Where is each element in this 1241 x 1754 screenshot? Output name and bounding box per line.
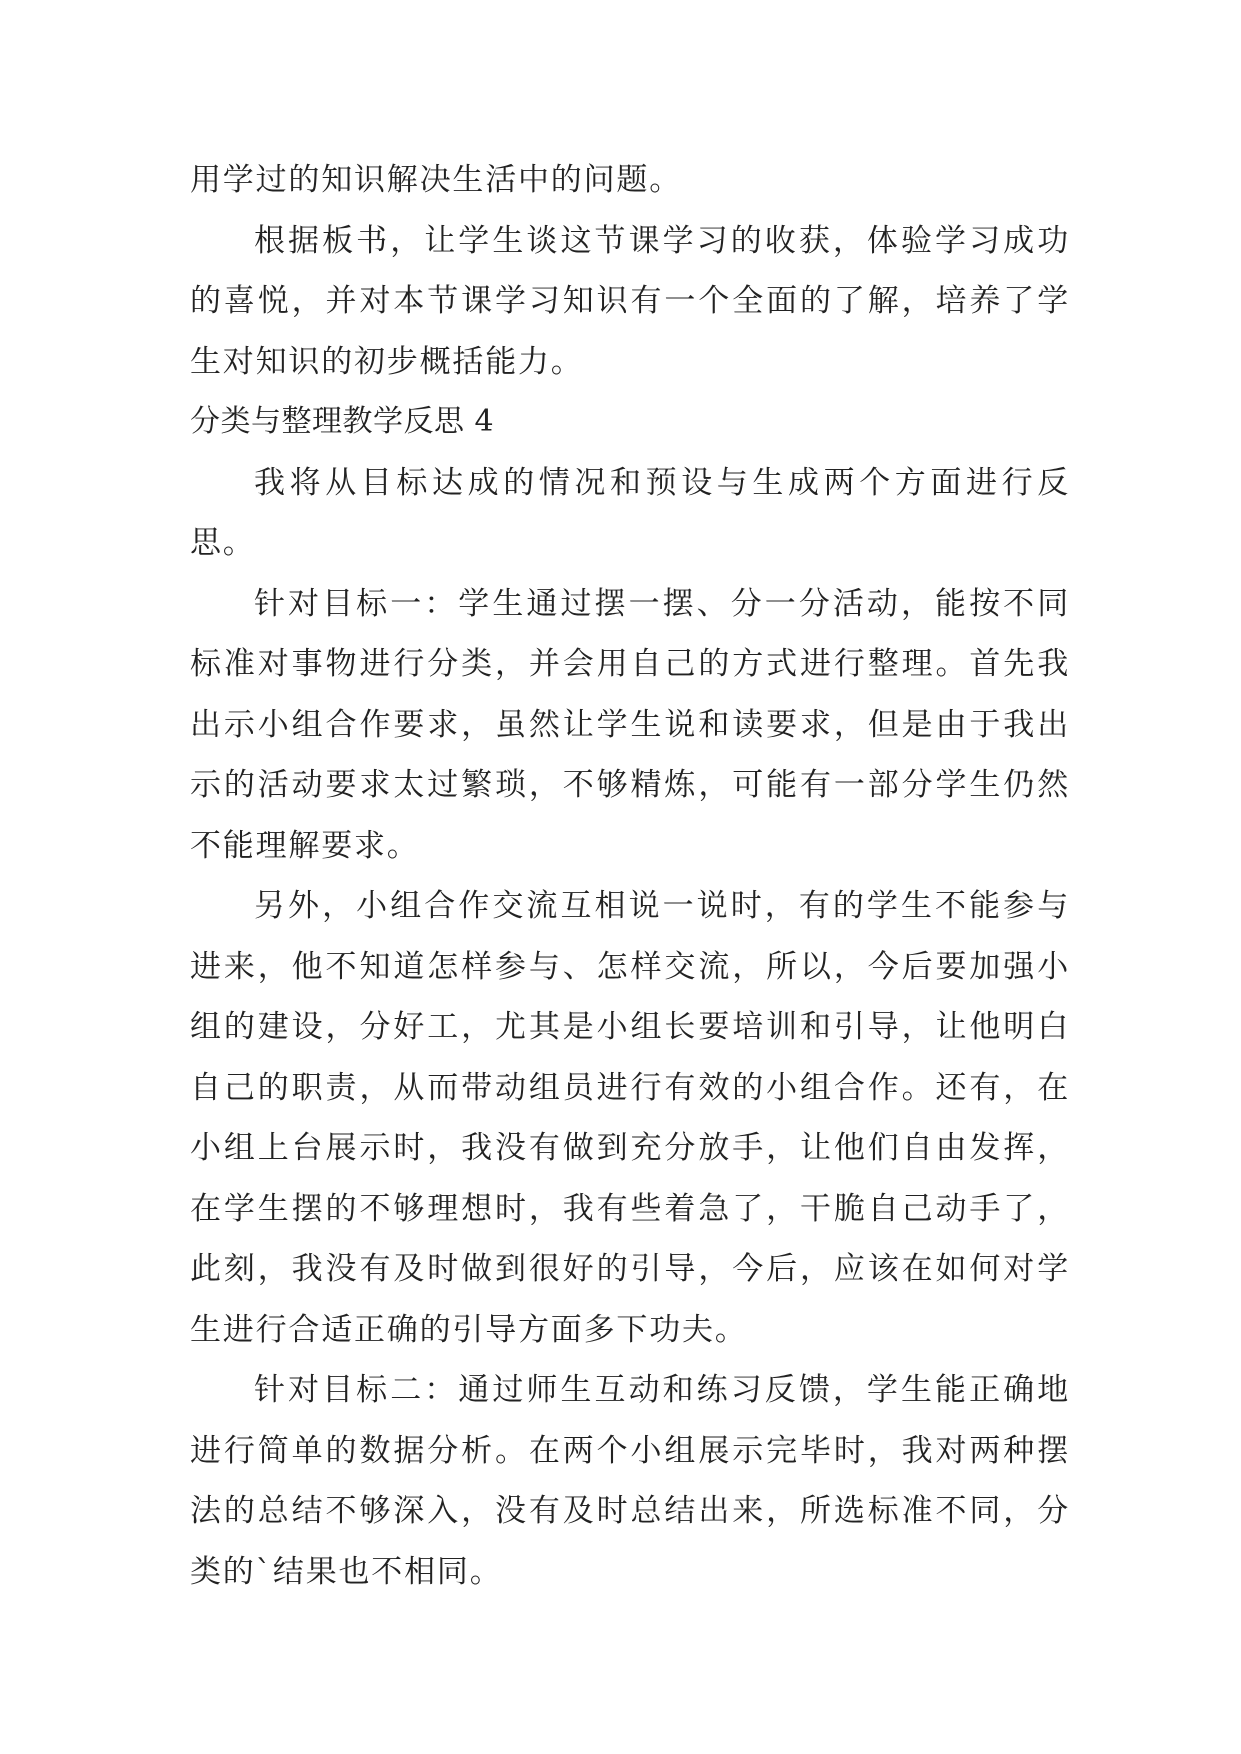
paragraph-goal-two: 针对目标二：通过师生互动和练习反馈，学生能正确地进行简单的数据分析。在两个小组展示完毕时，我对两种摆法的总结不够深入，没有及时总结出来，所选标准不同，分类的`结果也不相同。 <box>190 1372 1070 1590</box>
paragraph-board-summary: 根据板书，让学生谈这节课学习的收获，体验学习成功的喜悦，并对本节课学习知识有一个全面的了解，培养了学生对知识的初步概括能力。 <box>190 222 1070 380</box>
paragraph-continuation: 用学过的知识解决生活中的问题。 <box>190 162 682 198</box>
paragraph-intro: 我将从目标达成的情况和预设与生成两个方面进行反思。 <box>190 464 1070 561</box>
document-page <box>190 150 1070 1602</box>
paragraph-group-work: 另外，小组合作交流互相说一说时，有的学生不能参与进来，他不知道怎样参与、怎样交流，所以，今后要加强小组的建设，分好工，尤其是小组长要培训和引导，让他明白自己的职责，从而带动组员进行有效的小组合作。还有，在小组上台展示时，我没有做到充分放手，让他们自由发挥，在学生摆的不够理想时，我有些着急了，干脆自己动手了，此刻，我没有及时做到很好的引导，今后，应该在如何对学生进行合适正确的引导方面多下功夫。 <box>190 888 1070 1348</box>
paragraph-goal-one: 针对目标一：学生通过摆一摆、分一分活动，能按不同标准对事物进行分类，并会用自己的方式进行整理。首先我出示小组合作要求，虽然让学生说和读要求，但是由于我出示的活动要求太过繁琐，不够精炼，可能有一部分学生仍然不能理解要求。 <box>190 585 1070 864</box>
section-heading: 分类与整理教学反思 4 <box>190 404 495 439</box>
